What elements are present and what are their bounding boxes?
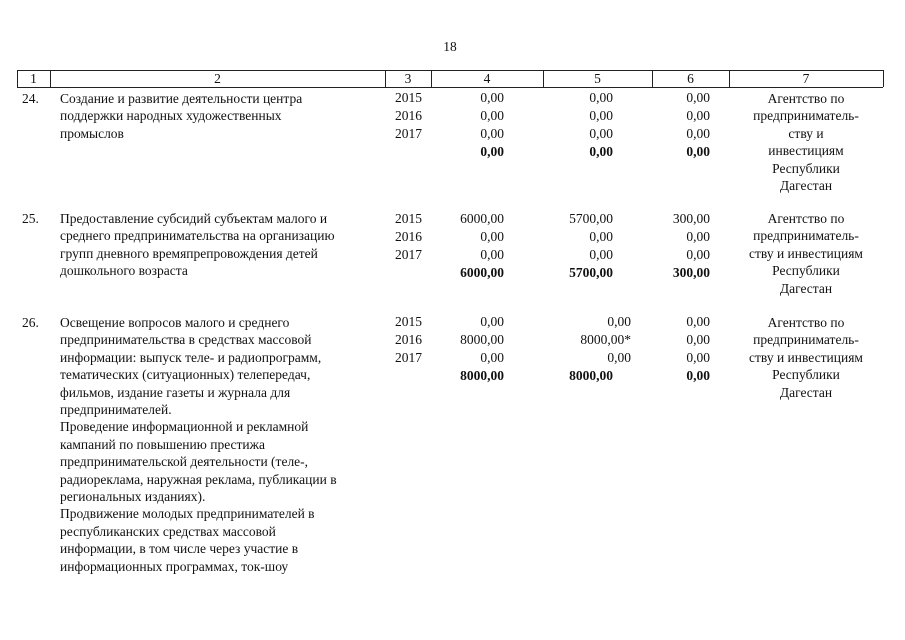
row-col6-values: 0,00 0,00 0,00 xyxy=(686,314,710,365)
header-col-2: 2 xyxy=(214,71,221,86)
row-description: Создание и развитие деятельности центра поддержки народных художественных промыслов xyxy=(60,91,303,141)
row-col5-total: 0,00 xyxy=(589,144,613,159)
header-col-1: 1 xyxy=(30,71,37,86)
row-col5-total: 5700,00 xyxy=(569,265,613,280)
row-number: 24. xyxy=(22,91,39,106)
row-years: 2015 2016 2017 xyxy=(395,211,422,262)
row-col5-values: 5700,00 0,00 0,00 xyxy=(569,211,613,262)
row-agency: Агентство по предприниматель- ству и инвестициям Республики Дагестан xyxy=(753,91,859,194)
row-col4-total: 0,00 xyxy=(480,144,504,159)
row-col6-total: 0,00 xyxy=(686,144,710,159)
header-col-4: 4 xyxy=(483,71,491,86)
header-col-5: 5 xyxy=(594,71,601,86)
header-bottom-rule xyxy=(17,87,883,88)
row-description: Освещение вопросов малого и среднего предпринимательства в средствах массовой информации: выпуск теле- и радиопрограмм, тематических (ситуационных) телепередач, фильмов, издание газеты и журнала для предпринимателей. Проведение информационной и рекламной кампаний по повышению престижа предпринимательской деятельности (теле-, радиореклама, наружная реклама, публикации в региональных изданиях). Продвижение молодых предпринимателей в республиканских средствах массовой информации, в том числе через участие в информационных программах, ток-шоу xyxy=(60,315,337,574)
row-col6-values: 0,00 0,00 0,00 xyxy=(686,90,710,141)
row-col6-values: 300,00 0,00 0,00 xyxy=(672,211,710,262)
row-number: 25. xyxy=(22,211,39,226)
row-years: 2015 2016 2017 xyxy=(395,314,422,365)
page-number: 18 xyxy=(443,39,457,54)
row-col5-total: 8000,00 xyxy=(569,368,613,383)
row-agency: Агентство по предприниматель- ству и инвестициям Республики Дагестан xyxy=(749,315,863,400)
row-years: 2015 2016 2017 xyxy=(395,90,422,141)
row-col6-total: 0,00 xyxy=(686,368,710,383)
row-agency: Агентство по предприниматель- ству и инвестициям Республики Дагестан xyxy=(749,211,863,296)
row-col4-total: 6000,00 xyxy=(460,265,504,280)
header-divider xyxy=(883,70,884,87)
row-col5-values: 0,00 0,00 0,00 xyxy=(589,90,613,141)
row-number: 26. xyxy=(22,315,39,330)
row-col4-total: 8000,00 xyxy=(460,368,504,383)
header-col-3: 3 xyxy=(404,71,412,86)
header-col-7: 7 xyxy=(802,71,810,86)
row-col6-total: 300,00 xyxy=(672,265,710,280)
row-col4-values: 0,00 0,00 0,00 xyxy=(480,90,504,141)
header-col-6: 6 xyxy=(687,71,694,86)
row-col5-values: 0,00 8000,00* 0,00 xyxy=(580,314,631,365)
row-description: Предоставление субсидий субъектам малого и среднего предпринимательства на организацию групп дневного времяпрепровождения детей дошкольного возраста xyxy=(60,211,335,279)
row-col4-values: 6000,00 0,00 0,00 xyxy=(460,211,504,262)
row-col4-values: 0,00 8000,00 0,00 xyxy=(460,314,504,365)
